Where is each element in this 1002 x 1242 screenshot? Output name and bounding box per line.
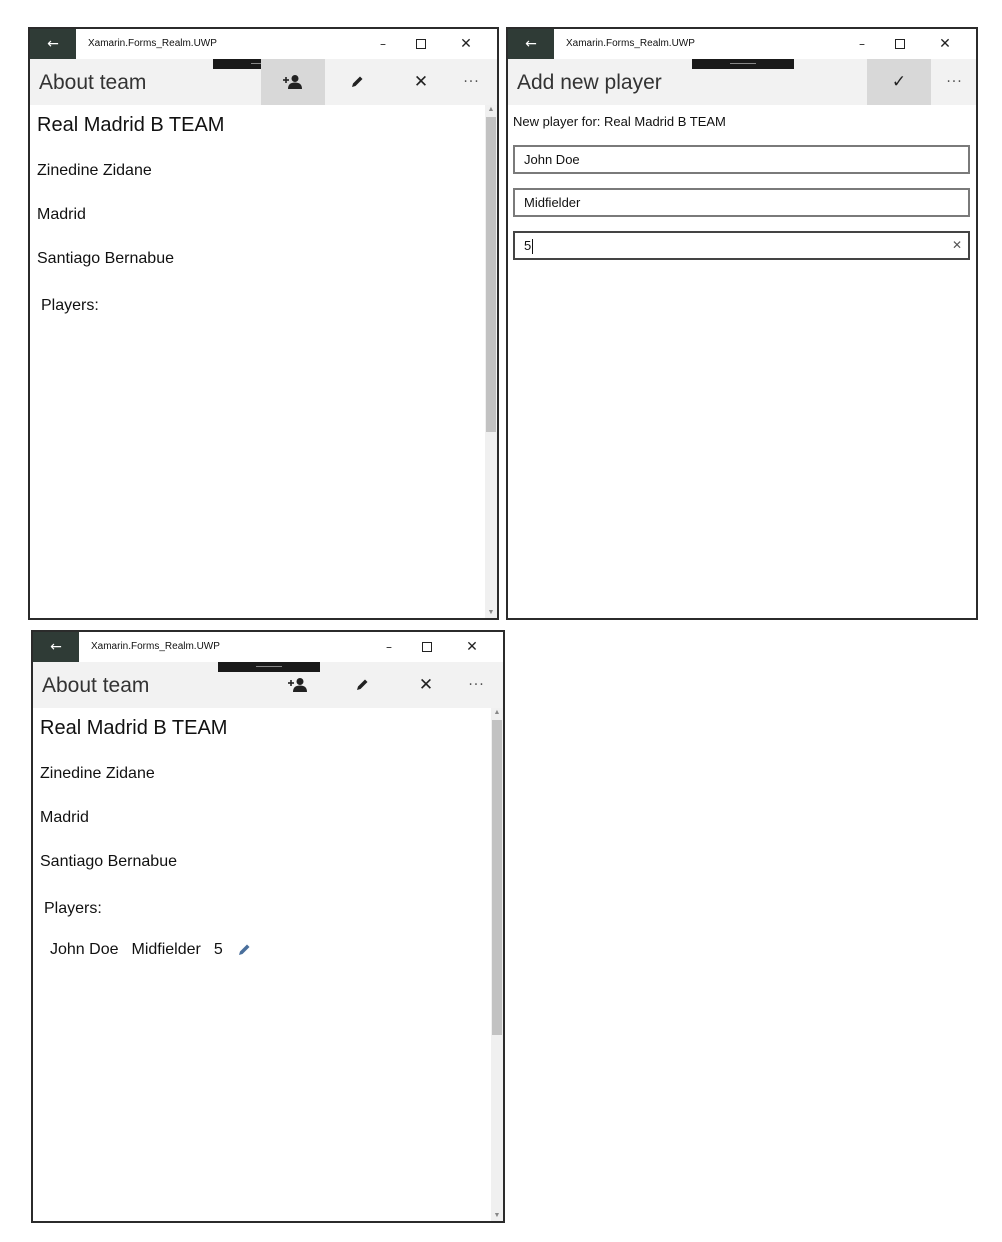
- players-label: Players:: [44, 900, 102, 917]
- close-button[interactable]: ✕: [466, 639, 478, 655]
- team-stadium: Santiago Bernabue: [40, 853, 177, 870]
- pencil-icon: [354, 677, 370, 693]
- command-bar: [30, 59, 497, 105]
- add-person-icon: [282, 74, 304, 90]
- player-number-input[interactable]: [513, 231, 970, 260]
- command-bar: [33, 662, 503, 708]
- player-position-value: Midfielder: [524, 195, 581, 210]
- scroll-down-icon[interactable]: ▼: [493, 1212, 501, 1219]
- scroll-down-icon[interactable]: ▼: [487, 609, 495, 616]
- drag-handle[interactable]: [692, 59, 794, 69]
- scroll-thumb[interactable]: [486, 117, 496, 432]
- minimize-button[interactable]: –: [380, 37, 386, 51]
- player-name-value: John Doe: [524, 152, 580, 167]
- page-title: Add new player: [517, 71, 662, 94]
- title-bar: [508, 29, 976, 59]
- add-person-icon: [287, 677, 309, 693]
- edit-player-pencil-icon[interactable]: [236, 942, 252, 958]
- command-bar: [508, 59, 976, 105]
- team-coach: Zinedine Zidane: [37, 162, 152, 179]
- app-title: Xamarin.Forms_Realm.UWP: [91, 641, 220, 652]
- close-button[interactable]: ✕: [460, 36, 472, 52]
- edit-team-button[interactable]: [330, 662, 394, 708]
- close-icon: ✕: [413, 72, 429, 92]
- edit-team-button[interactable]: [325, 59, 389, 105]
- close-icon: ✕: [418, 675, 434, 695]
- vertical-scrollbar[interactable]: [491, 708, 503, 1221]
- maximize-icon: [416, 39, 426, 49]
- scroll-up-icon[interactable]: ▲: [493, 709, 501, 716]
- player-position: Midfielder: [131, 941, 201, 958]
- team-coach: Zinedine Zidane: [40, 765, 155, 782]
- more-icon: ···: [468, 677, 485, 693]
- player-row: [50, 941, 252, 959]
- about-team-window-after: [31, 630, 505, 1223]
- minimize-button[interactable]: –: [859, 37, 865, 51]
- app-title: Xamarin.Forms_Realm.UWP: [566, 38, 695, 49]
- text-caret: [532, 239, 533, 254]
- scroll-thumb[interactable]: [492, 720, 502, 1035]
- more-options-button[interactable]: [444, 59, 499, 105]
- more-icon: ···: [463, 74, 480, 90]
- more-options-button[interactable]: [449, 662, 504, 708]
- pencil-icon: [349, 74, 365, 90]
- team-stadium: Santiago Bernabue: [37, 250, 174, 267]
- maximize-icon: [895, 39, 905, 49]
- page-title: About team: [42, 674, 150, 697]
- app-title: Xamarin.Forms_Realm.UWP: [88, 38, 217, 49]
- more-icon: ···: [946, 74, 963, 90]
- add-player-form: [508, 105, 976, 618]
- clear-text-icon[interactable]: ✕: [951, 238, 962, 252]
- players-label: Players:: [41, 297, 99, 314]
- maximize-button[interactable]: [402, 29, 440, 59]
- player-name: John Doe: [50, 941, 119, 958]
- player-position-input[interactable]: [513, 188, 970, 217]
- team-city: Madrid: [37, 206, 86, 223]
- new-player-for-label: New player for: Real Madrid B TEAM: [513, 114, 726, 129]
- team-city: Madrid: [40, 809, 89, 826]
- page-title: About team: [39, 71, 147, 94]
- add-player-button[interactable]: [261, 59, 325, 105]
- checkmark-icon: ✓: [891, 72, 907, 92]
- title-bar: [33, 632, 503, 662]
- maximize-button[interactable]: [881, 29, 919, 59]
- maximize-icon: [422, 642, 432, 652]
- team-name: Real Madrid B TEAM: [37, 114, 225, 136]
- add-player-window: [506, 27, 978, 620]
- player-name-input[interactable]: [513, 145, 970, 174]
- maximize-button[interactable]: [408, 632, 446, 662]
- more-options-button[interactable]: [931, 59, 978, 105]
- team-details: [33, 708, 503, 1221]
- back-arrow-icon[interactable]: ←: [508, 29, 554, 59]
- close-button[interactable]: ✕: [939, 36, 951, 52]
- scroll-up-icon[interactable]: ▲: [487, 106, 495, 113]
- back-arrow-icon[interactable]: ←: [33, 632, 79, 662]
- minimize-button[interactable]: –: [386, 640, 392, 654]
- add-player-button[interactable]: [266, 662, 330, 708]
- save-player-button[interactable]: [867, 59, 931, 105]
- vertical-scrollbar[interactable]: [485, 105, 497, 618]
- title-bar: [30, 29, 497, 59]
- player-number: 5: [213, 941, 223, 958]
- team-details: [30, 105, 497, 618]
- back-arrow-icon[interactable]: ←: [30, 29, 76, 59]
- about-team-window-before: [28, 27, 499, 620]
- player-number-value: 5: [524, 238, 532, 253]
- team-name: Real Madrid B TEAM: [40, 717, 228, 739]
